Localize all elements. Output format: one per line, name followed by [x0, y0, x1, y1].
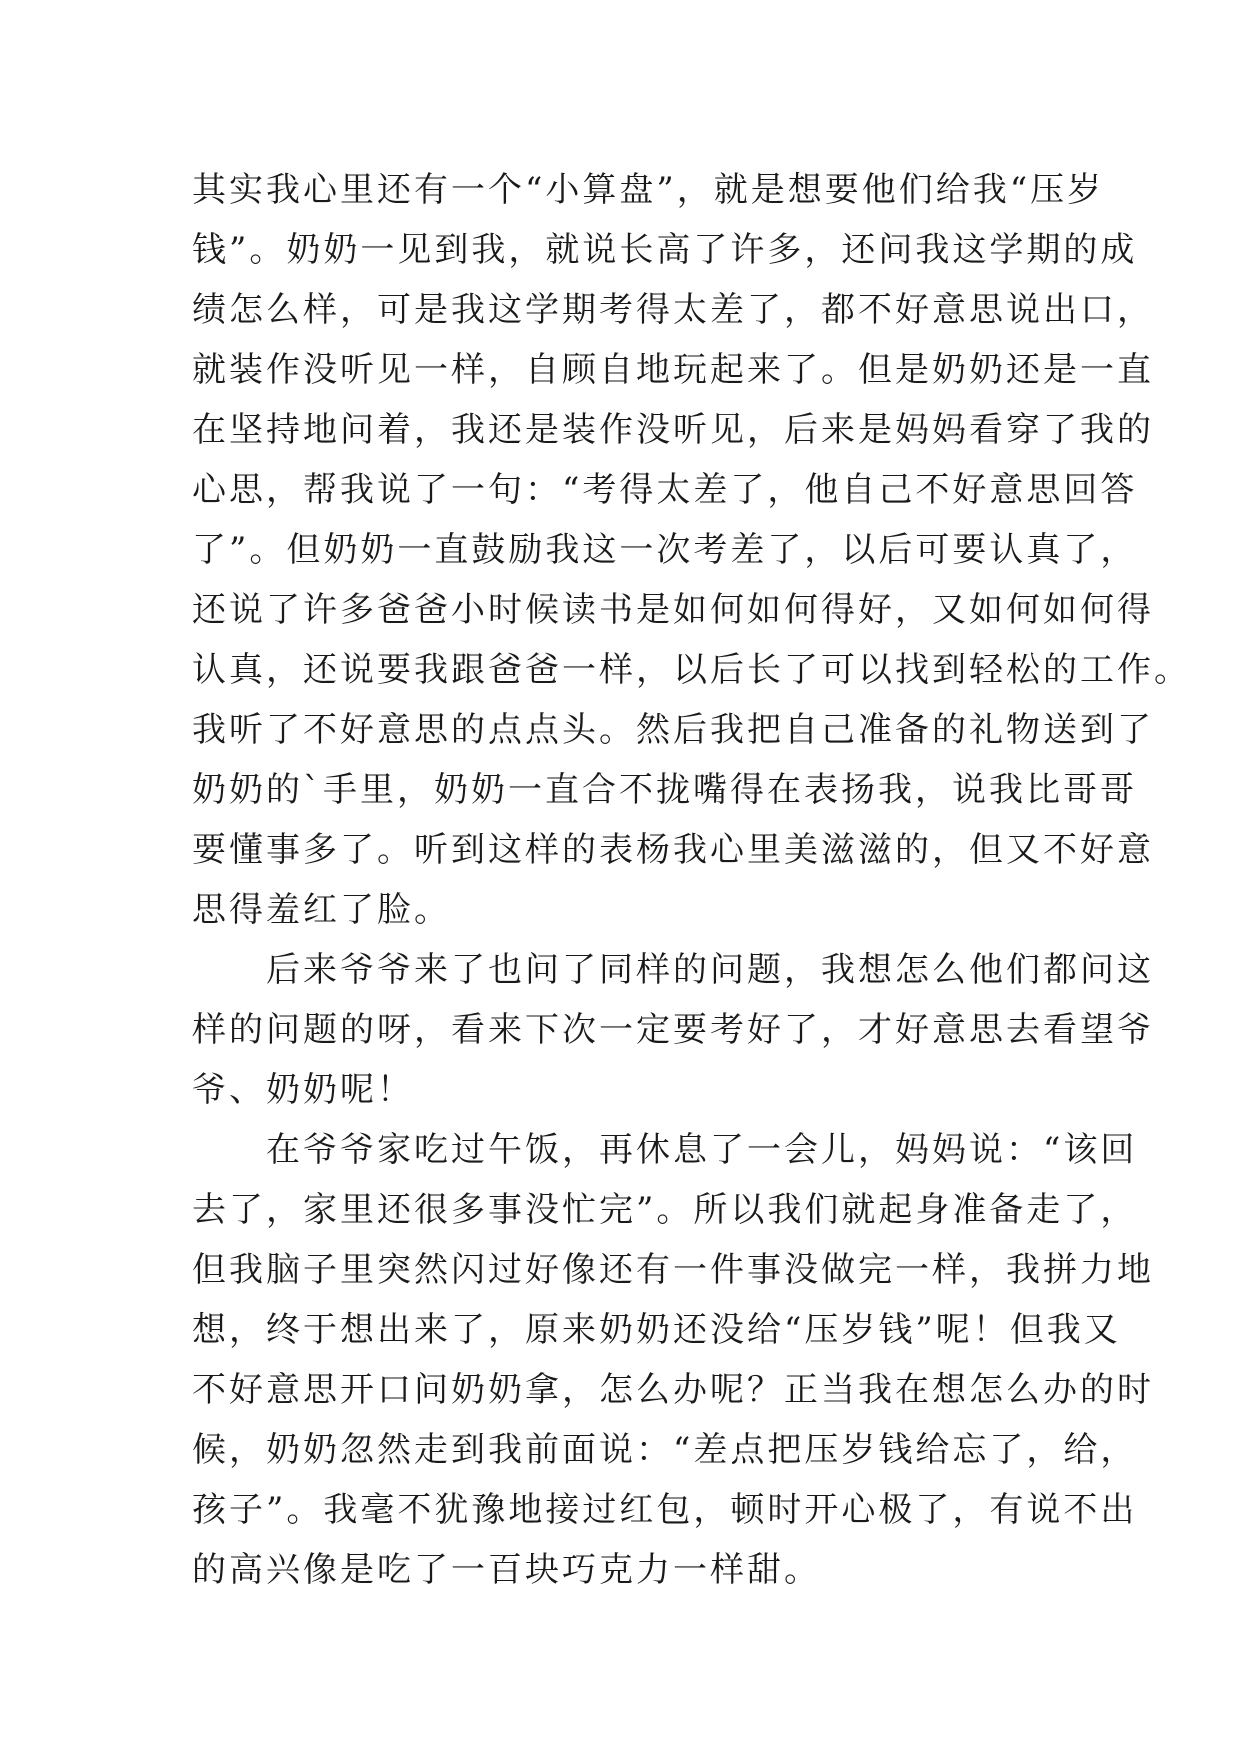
- text-line: 要懂事多了。听到这样的表杨我心里美滋滋的，但又不好意: [192, 830, 1154, 870]
- text-line: 想，终于想出来了，原来奶奶还没给“压岁钱”呢！但我又: [192, 1310, 1121, 1350]
- text-line: 就装作没听见一样，自顾自地玩起来了。但是奶奶还是一直: [192, 350, 1154, 390]
- text-line: 其实我心里还有一个“小算盘”，就是想要他们给我“压岁: [192, 170, 1105, 210]
- text-line: 不好意思开口问奶奶拿，怎么办呢？正当我在想怎么办的时: [192, 1370, 1154, 1410]
- text-line: 了”。但奶奶一直鼓励我这一次考差了，以后可要认真了，: [192, 530, 1138, 570]
- text-line: 样的问题的呀，看来下次一定要考好了，才好意思去看望爷: [192, 1010, 1154, 1050]
- text-line: 绩怎么样，可是我这学期考得太差了，都不好意思说出口，: [192, 290, 1154, 330]
- text-line: 在爷爷家吃过午饭，再休息了一会儿，妈妈说：“该回: [192, 1130, 1138, 1170]
- text-line: 候，奶奶忽然走到我前面说：“差点把压岁钱给忘了，给，: [192, 1430, 1138, 1470]
- text-line: 孩子”。我毫不犹豫地接过红包，顿时开心极了，有说不出: [192, 1490, 1138, 1530]
- text-line: 我听了不好意思的点点头。然后我把自己准备的礼物送到了: [192, 710, 1154, 750]
- text-line: 思得羞红了脸。: [192, 890, 451, 930]
- text-line: 但我脑子里突然闪过好像还有一件事没做完一样，我拼力地: [192, 1250, 1154, 1290]
- text-line: 后来爷爷来了也问了同样的问题，我想怎么他们都问这: [192, 950, 1154, 990]
- essay-body: [192, 160, 1191, 1600]
- text-line: 在坚持地问着，我还是装作没听见，后来是妈妈看穿了我的: [192, 410, 1154, 450]
- text-line: 钱”。奶奶一见到我，就说长高了许多，还问我这学期的成: [192, 230, 1138, 270]
- text-line: 奶奶的`手里，奶奶一直合不拢嘴得在表扬我，说我比哥哥: [192, 770, 1137, 810]
- text-line: 心思，帮我说了一句：“考得太差了，他自己不好意思回答: [192, 470, 1138, 510]
- text-line: 去了，家里还很多事没忙完”。所以我们就起身准备走了，: [192, 1190, 1138, 1230]
- text-line: 的高兴像是吃了一百块巧克力一样甜。: [192, 1550, 821, 1590]
- text-line: 爷、奶奶呢！: [192, 1070, 414, 1110]
- text-line: 认真，还说要我跟爸爸一样，以后长了可以找到轻松的工作。: [192, 650, 1191, 690]
- text-line: 还说了许多爸爸小时候读书是如何如何得好，又如何如何得: [192, 590, 1154, 630]
